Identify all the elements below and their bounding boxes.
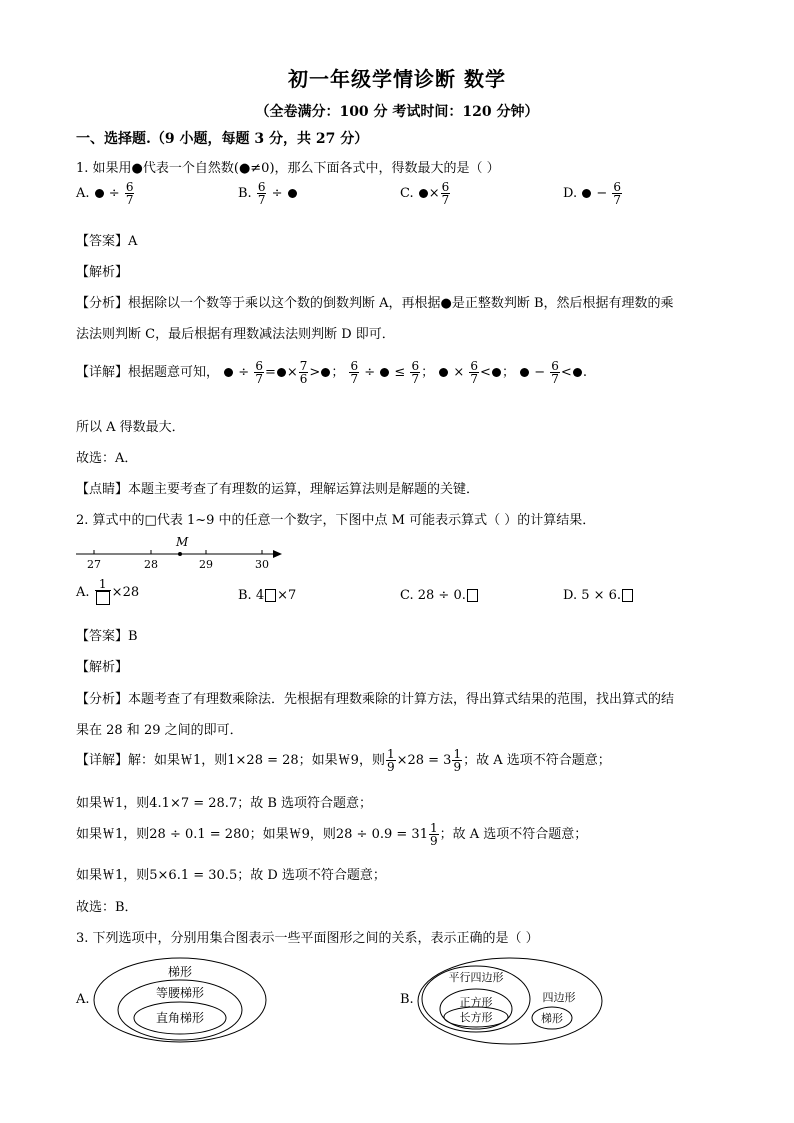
fraction: $\frac{6}{7}$ — [470, 359, 479, 386]
option-b-rest: ×7 — [277, 588, 297, 603]
dot-symbol — [277, 368, 286, 377]
tick-label: 30 — [255, 558, 269, 571]
q1-option-a: A. ÷ $\frac{6}{7}$ — [76, 180, 134, 207]
blank-box — [96, 591, 110, 605]
page-title: 初一年级学情诊断 数学 — [288, 67, 506, 91]
fraction: $\frac{1}{9}$ — [386, 747, 395, 774]
q2-detail-1 — [76, 748, 611, 773]
q1-conclusion: 所以 A 得数最大． — [76, 420, 185, 435]
dot-symbol — [380, 368, 389, 377]
label-right: 直角梯形 — [155, 1011, 205, 1025]
point-m-label: M — [176, 535, 189, 549]
tick-label: 29 — [199, 558, 213, 571]
q1-detail: 【详解】根据题意可知， ÷ $\frac{6}{7}$ = × $\frac{7}{6}$ > ； $\frac{6}{7}$ ÷ ≤ $\frac{6}{7}$ ； × $\frac{6}{7}$ < ； − $\frac{6}{7}$ < . — [76, 359, 587, 386]
q1-fenxi-line2: 法法则判断 C，最后根据有理数减法法则判断 D 即可． — [76, 327, 395, 342]
dot-symbol — [439, 368, 448, 377]
point-m — [178, 552, 182, 556]
q1-stem: 1. 如果用●代表一个自然数(●≠0)，那么下面各式中，得数最大的是（ ） — [76, 161, 500, 176]
blank-box — [265, 589, 276, 602]
label-parallelogram: 平行四边形 — [448, 971, 504, 984]
q1-option-b: B. $\frac{6}{7}$ ÷ — [238, 181, 298, 206]
option-label: A. — [76, 186, 90, 201]
dot-symbol — [288, 189, 297, 198]
q3-option-b-label: B. — [400, 992, 414, 1007]
detail-text: ×28 = 3 — [396, 753, 452, 768]
label-trapezoid: 梯形 — [167, 965, 193, 979]
arrow-head-icon — [273, 550, 282, 558]
q2-answer: 【答案】B — [76, 629, 138, 644]
fraction: $\frac{6}{7}$ — [441, 180, 450, 207]
option-label: D. — [563, 186, 578, 201]
option-label: A. — [76, 585, 90, 600]
q2-option-a — [76, 578, 139, 607]
dot-symbol — [520, 368, 529, 377]
option-b-text: B. 4 — [238, 588, 265, 603]
q2-fenxi-line1: 【分析】本题考查了有理数乘除法．先根据有理数乘除的计算方法，得出算式结果的范围，找出算式的结 — [76, 692, 675, 707]
label-trapezoid: 梯形 — [541, 1012, 563, 1025]
dot-symbol — [95, 189, 104, 198]
option-c-text: C. 28 ÷ 0. — [400, 588, 466, 603]
q2-choose: 故选：B． — [76, 900, 138, 915]
dot-symbol — [492, 368, 501, 377]
q1-choose: 故选：A． — [76, 451, 138, 466]
q2-analysis-label: 【解析】 — [76, 660, 129, 675]
number-line — [74, 533, 289, 571]
option-label: C. — [400, 186, 414, 201]
section-heading: 一、选择题.（9 小题，每题 3 分，共 27 分） — [76, 131, 369, 147]
q1-answer: 【答案】A — [76, 234, 138, 249]
tick-label: 28 — [144, 558, 158, 571]
q1-option-c: C. × $\frac{6}{7}$ — [400, 180, 450, 207]
venn-diagram-b — [414, 955, 614, 1047]
option-label: B. — [238, 186, 252, 201]
fraction: $\frac{6}{7}$ — [613, 180, 622, 207]
fraction: $\frac{6}{7}$ — [257, 180, 266, 207]
fraction: $\frac{1}{9}$ — [453, 747, 462, 774]
detail-text: 如果￦1，则28 ÷ 0.1 = 280；如果￦9，则28 ÷ 0.9 = 31 — [76, 827, 428, 842]
label-square: 正方形 — [459, 996, 493, 1009]
detail-text: ；故 A 选项不符合题意； — [463, 753, 611, 768]
dot-symbol — [582, 189, 591, 198]
option-a-rest: ×28 — [111, 585, 140, 600]
fraction: $\frac{6}{7}$ — [350, 359, 359, 386]
q2-detail-2: 如果￦1，则4.1×7 = 28.7；故 B 选项符合题意； — [76, 796, 373, 811]
q1-dianjing: 【点睛】本题主要考查了有理数的运算，理解运算法则是解题的关键． — [76, 482, 480, 497]
label-isosceles: 等腰梯形 — [155, 986, 205, 1000]
page-subtitle: （全卷满分：100 分 考试时间：120 分钟） — [255, 104, 539, 120]
q2-stem: 2. 算式中的□代表 1~9 中的任意一个数字，下图中点 M 可能表示算式（ ）的计算结果． — [76, 513, 596, 528]
dot-symbol — [224, 368, 233, 377]
detail-label: 【详解】根据题意可知， — [76, 365, 220, 380]
detail-text: 【详解】解：如果￦1，则1×28 = 28；如果￦9，则 — [76, 753, 385, 768]
venn-diagram-a — [88, 955, 278, 1045]
blank-box — [467, 589, 478, 602]
fraction: $\frac{1}{9}$ — [429, 821, 438, 848]
q2-detail-4: 如果￦1，则5×6.1 = 30.5；故 D 选项不符合题意； — [76, 868, 386, 883]
q2-detail-3 — [76, 822, 587, 847]
dot-symbol — [321, 368, 330, 377]
q1-fenxi-line1: 【分析】根据除以一个数等于乘以这个数的倒数判断 A，再根据●是正整数判断 B，然后根据有理数的乘 — [76, 296, 674, 311]
label-quadrilateral: 四边形 — [542, 991, 576, 1004]
dot-symbol — [419, 189, 428, 198]
tick-label: 27 — [87, 558, 101, 571]
fraction: $\frac{7}{6}$ — [299, 359, 308, 386]
q2-option-c — [400, 588, 479, 603]
q1-option-d: D. − $\frac{6}{7}$ — [563, 180, 622, 207]
q2-option-b — [238, 588, 296, 603]
option-d-text: D. 5 × 6. — [563, 588, 622, 603]
fraction: $\frac{6}{7}$ — [551, 359, 559, 386]
fraction: $\frac{6}{7}$ — [255, 359, 263, 386]
dot-symbol — [573, 368, 582, 377]
q3-stem: 3. 下列选项中，分别用集合图表示一些平面图形之间的关系，表示正确的是（ ） — [76, 931, 539, 946]
q2-fenxi-line2: 果在 28 和 29 之间的即可． — [76, 723, 243, 738]
q3-option-a-label: A. — [76, 992, 90, 1007]
q2-option-d — [563, 588, 634, 603]
q1-analysis-label: 【解析】 — [76, 265, 129, 280]
fraction: $\frac{6}{7}$ — [411, 359, 420, 386]
label-rectangle: 长方形 — [459, 1011, 493, 1024]
detail-text: ；故 A 选项不符合题意； — [439, 827, 588, 842]
fraction: $\frac{6}{7}$ — [125, 180, 134, 207]
fraction: 1 — [95, 578, 111, 607]
blank-box — [622, 589, 633, 602]
